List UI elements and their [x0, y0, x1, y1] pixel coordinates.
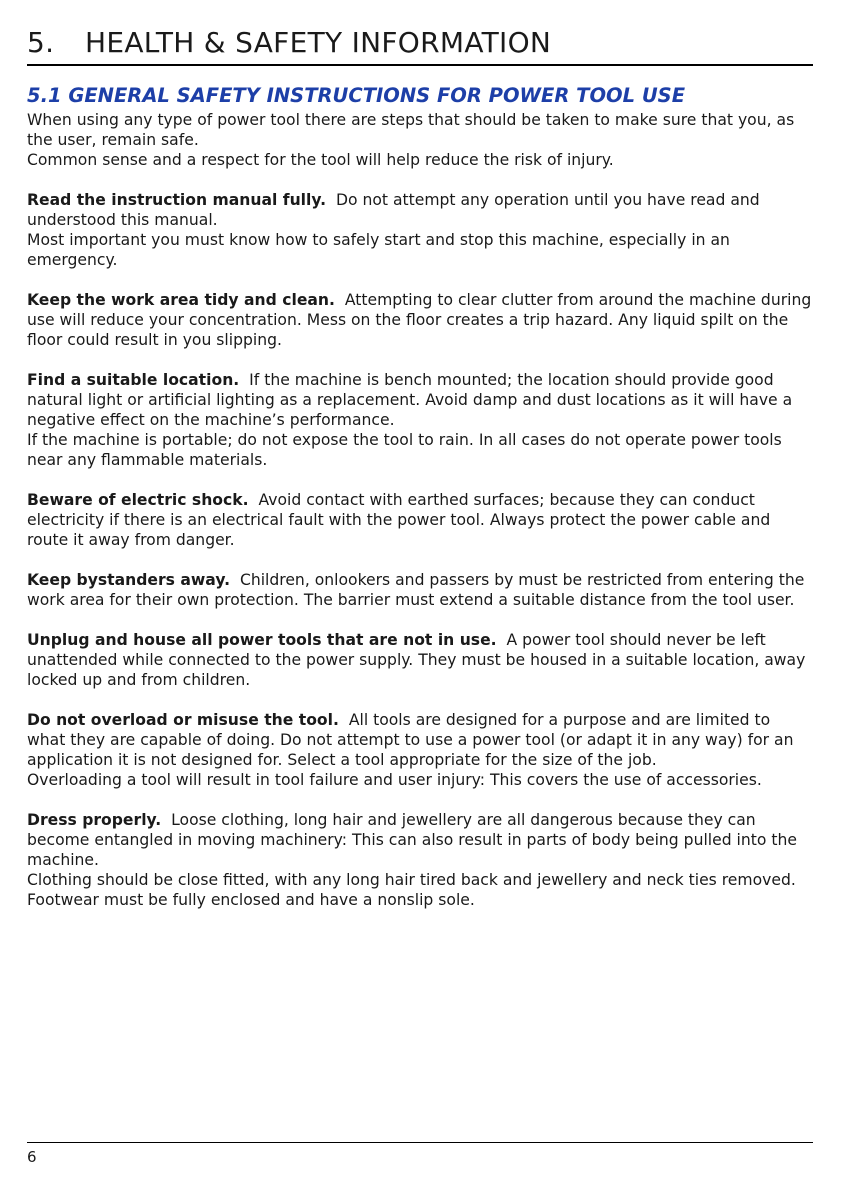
instruction-electric-shock — [27, 490, 813, 550]
instruction-text: Avoid contact with earthed surfaces; because they can conduct electricity if there is an electrical fault with the power tool. Always protect the power cable and route it away from danger. — [27, 491, 771, 549]
intro-line-2: Common sense and a respect for the tool will help reduce the risk of injury. — [27, 151, 614, 169]
header-rule — [27, 64, 813, 66]
instruction-dress — [27, 810, 813, 910]
instruction-overload — [27, 710, 813, 790]
instruction-text: If the machine is bench mounted; the location should provide good natural light or artificial lighting as a replacement. Avoid damp and dust locations as it will have a negative effect on the machine’s performance. — [27, 371, 793, 429]
instruction-text: Loose clothing, long hair and jewellery are all dangerous because they can become entangled in moving machinery: This can also result in parts of body being pulled into the machine. — [27, 811, 797, 869]
section-title-text: HEALTH & SAFETY INFORMATION — [85, 26, 552, 59]
intro-line-1: When using any type of power tool there are steps that should be taken to make sure that you, as the user, remain safe. — [27, 111, 795, 149]
safety-instructions — [27, 110, 813, 930]
section-number: 5. — [27, 26, 55, 59]
instruction-unplug — [27, 630, 813, 690]
instruction-text: Attempting to clear clutter from around the machine during use will reduce your concentration. Mess on the floor creates a trip hazard. Any liquid spilt on the floor could result in you slipping. — [27, 291, 812, 349]
instruction-text: A power tool should never be left unattended while connected to the power supply. They must be housed in a suitable location, away locked up and from children. — [27, 631, 806, 689]
page-number: 6 — [27, 1148, 37, 1166]
instruction-text-2: If the machine is portable; do not expose the tool to rain. In all cases do not operate power tools near any flammable materials. — [27, 431, 782, 469]
instruction-heading: Unplug and house all power tools that are not in use. — [27, 631, 497, 649]
instruction-bystanders — [27, 570, 813, 610]
instruction-heading: Keep bystanders away. — [27, 571, 231, 589]
instruction-heading: Find a suitable location. — [27, 371, 240, 389]
instruction-heading: Beware of electric shock. — [27, 491, 249, 509]
instruction-heading: Keep the work area tidy and clean. — [27, 291, 335, 309]
instruction-read-manual — [27, 190, 813, 270]
instruction-text: Children, onlookers and passers by must be restricted from entering the work area for their own protection. The barrier must extend a suitable distance from the tool user. — [27, 571, 805, 609]
instruction-heading: Do not overload or misuse the tool. — [27, 711, 339, 729]
instruction-text-2: Overloading a tool will result in tool failure and user injury: This covers the use of accessories. — [27, 771, 762, 789]
section-title — [27, 26, 551, 59]
footer-rule — [27, 1142, 813, 1143]
instruction-text: All tools are designed for a purpose and are limited to what they are capable of doing. Do not attempt to use a power tool (or adapt it in any way) for an application it is not designed for. Select a tool appropriate for the size of the job. — [27, 711, 794, 769]
instruction-text-2: Most important you must know how to safely start and stop this machine, especially in an emergency. — [27, 231, 730, 269]
instruction-text-2: Clothing should be close fitted, with any long hair tired back and jewellery and neck ties removed. Footwear must be fully enclosed and have a nonslip sole. — [27, 871, 796, 909]
instruction-work-area — [27, 290, 813, 350]
subsection-title: 5.1 GENERAL SAFETY INSTRUCTIONS FOR POWER TOOL USE — [27, 84, 686, 107]
instruction-heading: Read the instruction manual fully. — [27, 191, 327, 209]
instruction-heading: Dress properly. — [27, 811, 162, 829]
intro-paragraph — [27, 110, 813, 170]
instruction-location — [27, 370, 813, 470]
instruction-text: Do not attempt any operation until you have read and understood this manual. — [27, 191, 760, 229]
